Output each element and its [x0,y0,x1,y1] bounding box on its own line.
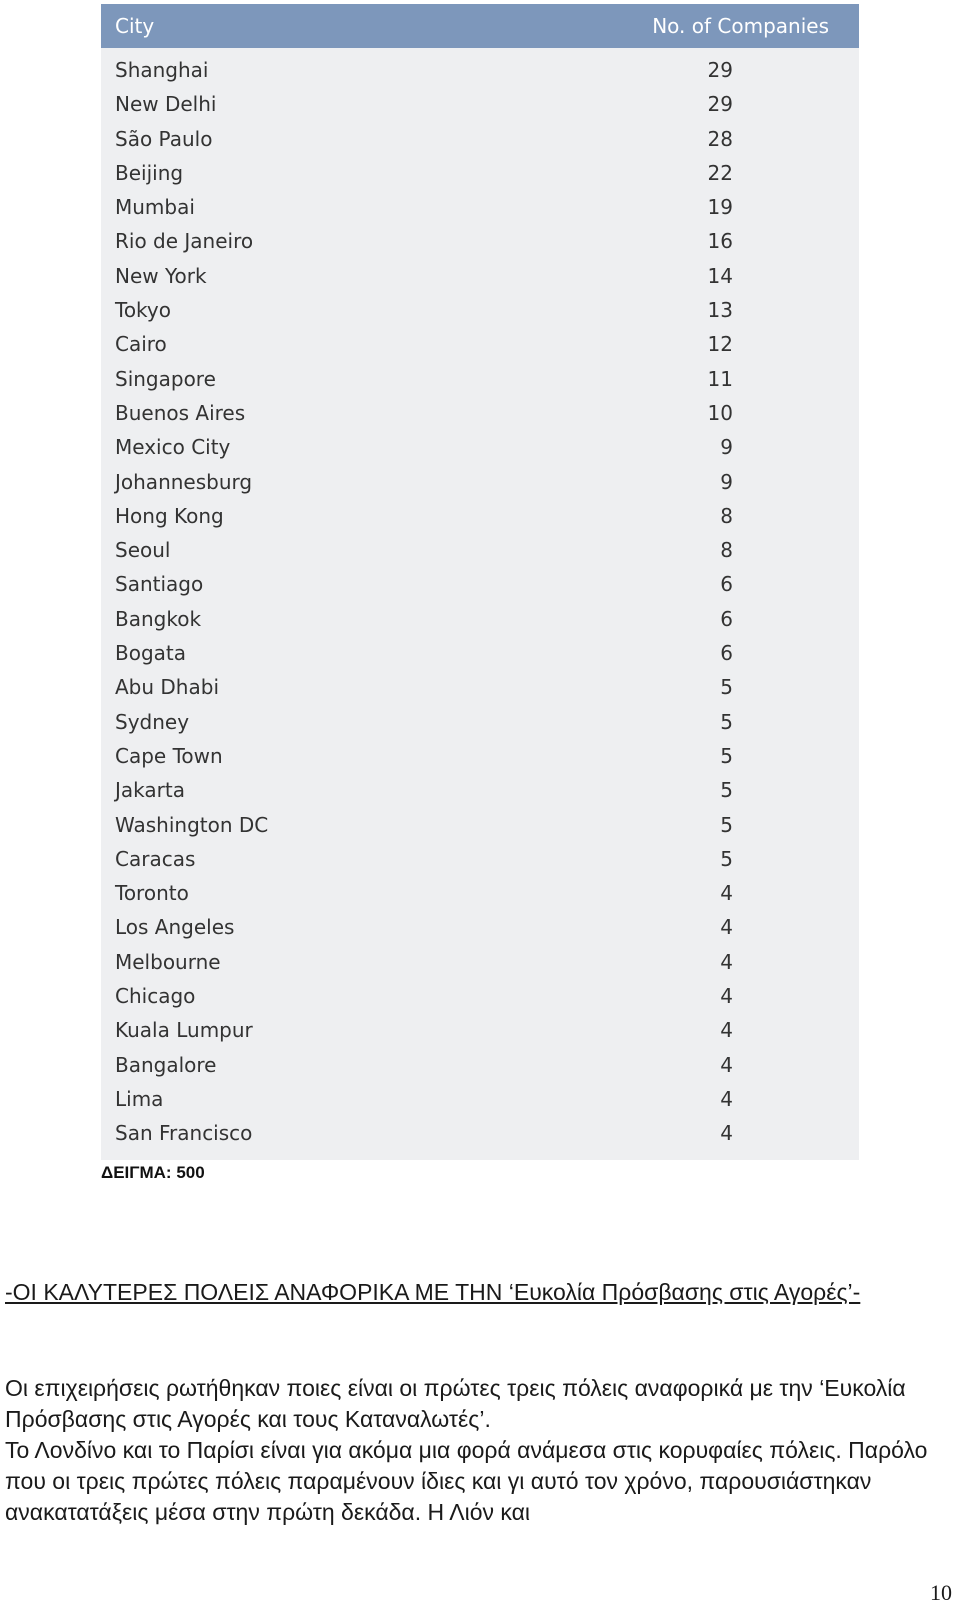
city-name: Beijing [115,160,184,185]
table-row [101,845,859,879]
table-row [101,742,859,776]
company-count: 12 [707,332,733,357]
table-row [101,1119,859,1153]
company-count: 29 [707,58,733,82]
city-name: Mumbai [115,195,195,220]
table-row [101,673,859,707]
table-row [101,879,859,913]
company-count: 4 [720,984,733,1009]
city-name: Kuala Lumpur [115,1018,253,1043]
city-name: Cairo [115,332,167,357]
company-count: 4 [720,1052,733,1077]
company-count: 4 [720,1086,733,1111]
table-row [101,56,859,90]
table-row [101,708,859,742]
company-count: 4 [720,881,733,906]
table-row [101,433,859,467]
table-row [101,365,859,399]
company-count: 9 [720,469,733,494]
city-name: Cape Town [115,743,223,768]
company-count: 14 [707,263,733,288]
company-count: 16 [707,229,733,254]
table-row [101,570,859,604]
table-body [101,56,859,1154]
table-row [101,639,859,673]
table-row [101,982,859,1016]
table-row [101,262,859,296]
city-name: Bangkok [115,606,202,631]
company-count: 5 [720,709,733,734]
section-heading-text: -ΟΙ ΚΑΛΥΤΕΡΕΣ ΠΟΛΕΙΣ ΑΝΑΦΟΡΙΚΑ ΜΕ ΤΗΝ ‘Ευκολία Πρόσβασης στις Αγορές’- [5,1279,861,1305]
city-name: Jakarta [115,778,185,803]
city-name: Johannesburg [115,469,253,494]
company-count: 13 [707,298,733,323]
column-header-companies: No. of Companies [652,14,829,38]
city-name: Caracas [115,846,196,871]
table-row [101,193,859,227]
company-count: 19 [707,195,733,220]
city-name: Tokyo [115,298,171,323]
table-row [101,1085,859,1119]
table-row [101,227,859,261]
table-row [101,330,859,364]
city-name: San Francisco [115,1121,253,1146]
company-count: 4 [720,1018,733,1043]
company-count: 6 [720,572,733,597]
city-name: Melbourne [115,949,221,974]
table-row [101,948,859,982]
company-count: 29 [707,92,733,117]
sample-size-label: ΔΕΙΓΜΑ: 500 [101,1163,205,1182]
city-name: Chicago [115,984,196,1009]
company-count: 5 [720,846,733,871]
city-name: Abu Dhabi [115,675,219,700]
city-name: Mexico City [115,435,231,460]
company-count: 6 [720,641,733,666]
table-row [101,468,859,502]
company-count: 5 [720,675,733,700]
company-count: 8 [720,503,733,528]
city-name: Sydney [115,709,190,734]
company-count: 11 [707,366,733,391]
table-row [101,90,859,124]
company-count: 8 [720,538,733,563]
company-count: 4 [720,949,733,974]
company-count: 9 [720,435,733,460]
company-count: 4 [720,915,733,940]
company-count: 5 [720,778,733,803]
city-name: Bogata [115,641,187,666]
city-name: Singapore [115,366,216,391]
company-count: 5 [720,743,733,768]
table-row [101,296,859,330]
city-name: Buenos Aires [115,400,246,425]
table-row [101,1016,859,1050]
city-name: São Paulo [115,126,213,151]
company-count: 4 [720,1121,733,1146]
page-number: 10 [930,1580,952,1605]
table-header [101,4,859,48]
body-text [5,1373,950,1528]
city-name: Los Angeles [115,915,235,940]
city-name: Toronto [115,881,189,906]
column-header-city: City [115,14,155,38]
city-name: New York [115,263,207,288]
paragraph-2: Το Λονδίνο και το Παρίσι είναι για ακόμα μια φορά ανάμεσα στις κορυφαίες πόλεις. Παρόλο που οι τρεις πρώτες πόλεις παραμένουν ίδιες και γι αυτό τον χρόνο, παρουσιάστηκαν ανακατατάξεις μέσα στην πρώτη δεκάδα. Η Λιόν και [5,1437,928,1525]
company-count: 28 [707,126,733,151]
city-name: Hong Kong [115,503,224,528]
table-row [101,399,859,433]
table-row [101,913,859,947]
company-count: 5 [720,812,733,837]
table-row [101,776,859,810]
table-row [101,502,859,536]
city-name: Santiago [115,572,204,597]
table-row [101,1051,859,1085]
table-row [101,159,859,193]
table-row [101,811,859,845]
city-name: Rio de Janeiro [115,229,254,254]
table-row [101,605,859,639]
company-count: 6 [720,606,733,631]
city-name: Lima [115,1086,164,1111]
table-row [101,125,859,159]
table-row [101,536,859,570]
company-count: 10 [707,400,733,425]
city-name: Shanghai [115,58,209,82]
companies-by-city-table [101,4,859,1160]
company-count: 22 [707,160,733,185]
paragraph-1: Οι επιχειρήσεις ρωτήθηκαν ποιες είναι οι πρώτες τρεις πόλεις αναφορικά με την ‘Ευκολία Πρόσβασης στις Αγορές και τους Καταναλωτές’. [5,1375,906,1432]
city-name: Bangalore [115,1052,217,1077]
section-heading [5,1277,935,1308]
city-name: New Delhi [115,92,217,117]
city-name: Seoul [115,538,171,563]
city-name: Washington DC [115,812,269,837]
